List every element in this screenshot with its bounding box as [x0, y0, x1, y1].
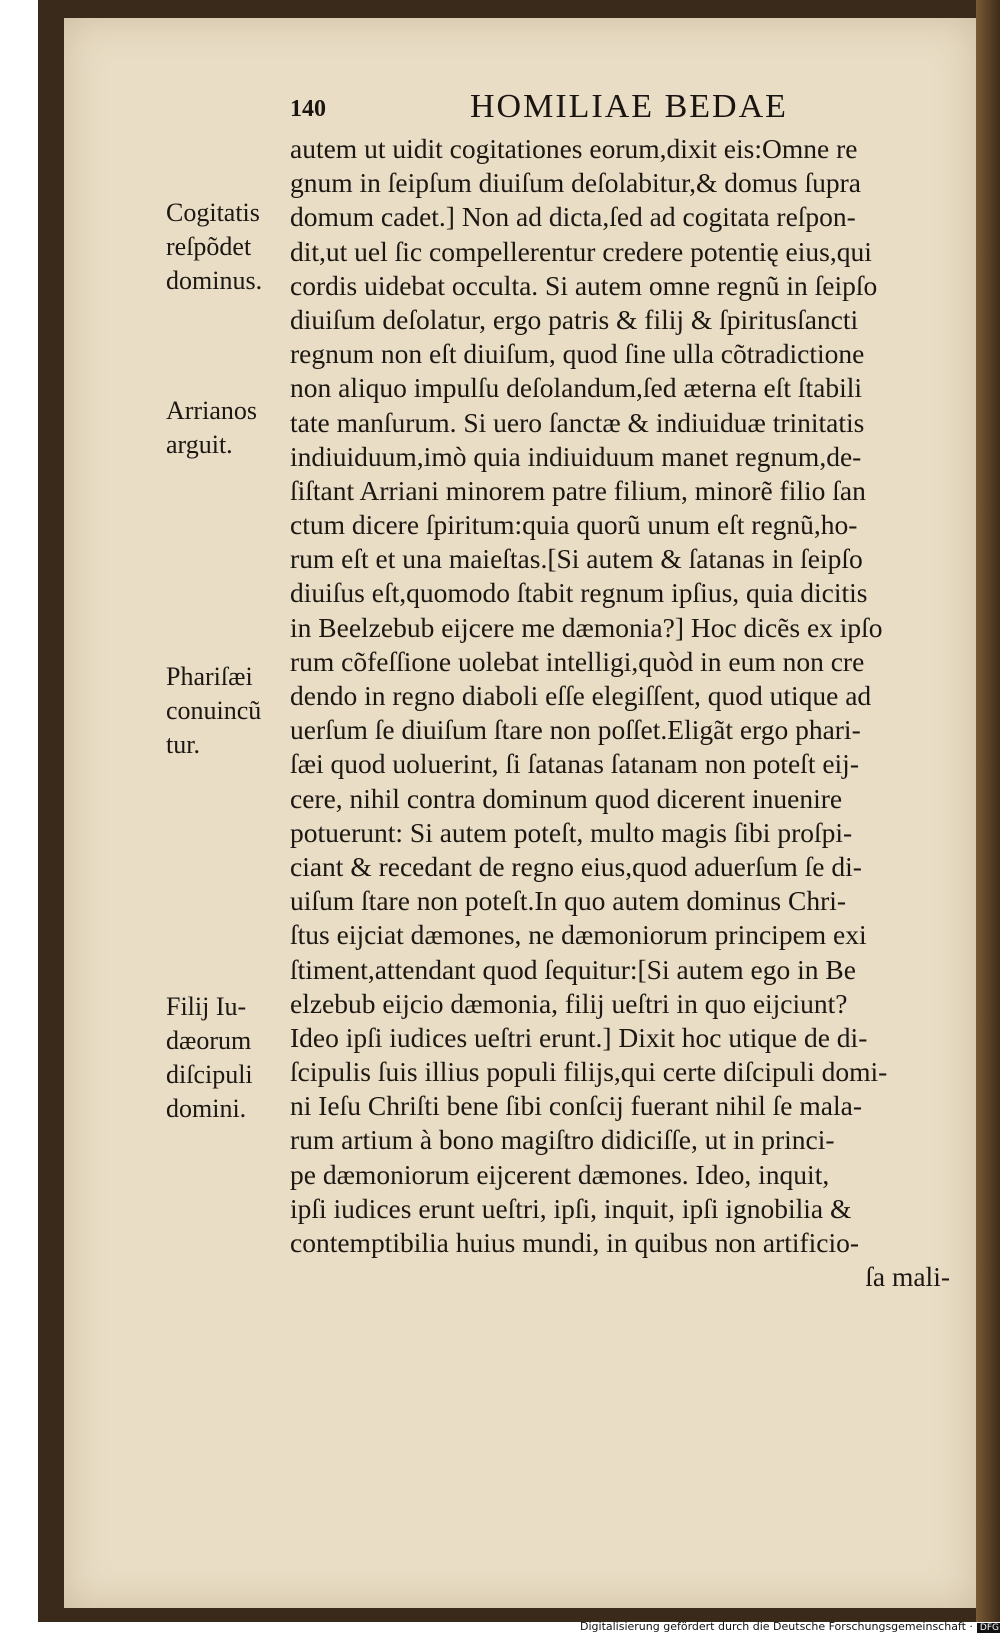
margin-note-arrianos	[166, 394, 284, 462]
margin-note-line: reſpõdet	[166, 232, 252, 261]
margin-note-line: Filij Iu-	[166, 992, 247, 1021]
text-line: ctum dicere ſpiritum:quia quorũ unum eſt regnũ,ho-	[290, 509, 858, 541]
margin-note-line: diſcipuli	[166, 1060, 253, 1089]
text-line: cere, nihil contra dominum quod dicerent inuenire	[290, 782, 843, 814]
text-line: ipſi iudices erunt ueſtri, ipſi, inquit, ipſi ignobilia &	[290, 1192, 852, 1224]
text-line: ſtus eijciat dæmones, ne dæmoniorum principem exi	[290, 919, 867, 951]
margin-note-line: conuincũ	[166, 696, 262, 725]
text-line: autem ut uidit cogitationes eorum,dixit eis:Omne re	[290, 133, 858, 164]
digitization-credit	[580, 1620, 1000, 1636]
margin-note-line: Phariſæi	[166, 662, 253, 691]
text-line: rum cõfeſſione uolebat intelligi,quòd in eum non cre	[290, 645, 865, 677]
text-line: diuiſus eſt,quomodo ſtabit regnum ipſius, quia dicitis	[290, 577, 868, 609]
text-line: Ideo ipſi iudices ueſtri erunt.] Dixit hoc utique de di-	[290, 1021, 868, 1053]
margin-note-line: dæorum	[166, 1026, 252, 1055]
margin-note-cogitatis	[166, 196, 284, 298]
text-line: ciant & recedant de regno eius,quod aduerſum ſe di-	[290, 850, 862, 882]
text-line: dit,ut uel ſic compellerentur credere potentię eius,qui	[290, 235, 872, 267]
margin-note-line: Arrianos	[166, 396, 257, 425]
text-line: contemptibilia huius mundi, in quibus non artificio-	[290, 1227, 860, 1258]
text-line: in Beelzebub eijcere me dæmonia?] Hoc dicẽs ex ipſo	[290, 611, 883, 643]
text-line: regnum non eſt diuiſum, quod ſine ulla cõtradictione	[290, 338, 865, 370]
text-line: indiuiduum,imò quia indiuiduum manet regnum,de-	[290, 440, 862, 472]
text-line: ſcipulis ſuis illius populi filijs,qui certe diſcipuli domi-	[290, 1056, 888, 1088]
body-text	[290, 132, 970, 1294]
text-line: elzebub eijcio dæmonia, filij ueſtri in quo eijciunt?	[290, 987, 848, 1019]
text-line: rum eſt et una maieſtas.[Si autem & ſatanas in ſeipſo	[290, 543, 863, 575]
running-title: HOMILIAE BEDAE	[470, 88, 788, 125]
margin-note-line: arguit.	[166, 430, 233, 459]
margin-note-line: tur.	[166, 730, 200, 759]
text-line: diuiſum deſolatur, ergo patris & filij & ſpiritusſancti	[290, 303, 859, 335]
text-line: gnum in ſeipſum diuiſum deſolabitur,& domus ſupra	[290, 167, 862, 199]
margin-note-line: dominus.	[166, 266, 263, 295]
credit-text: Digitalisierung gefördert durch die Deutsche Forschungsgemeinschaft ·	[580, 1620, 973, 1633]
margin-note-filij	[166, 990, 284, 1126]
catchword: ſa mali-	[865, 1261, 950, 1293]
margin-note-pharisaei	[166, 660, 284, 762]
text-line: pe dæmoniorum eijcerent dæmones. Ideo, inquit,	[290, 1158, 830, 1190]
page-header	[290, 88, 850, 132]
text-line: non aliquo impulſu deſolandum,ſed æterna eſt ſtabili	[290, 372, 863, 404]
text-line: ni Ieſu Chriſti bene ſibi conſcij fuerant nihil ſe mala-	[290, 1090, 862, 1122]
text-line: uiſum ſtare non poteſt.In quo autem dominus Chri-	[290, 885, 847, 917]
text-line: ſæi quod uoluerint, ſi ſatanas ſatanam non poteſt eij-	[290, 748, 859, 780]
text-line: rum artium à bono magiſtro didiciſſe, ut in princi-	[290, 1124, 835, 1156]
text-line: dendo in regno diaboli eſſe elegiſſent, quod utique ad	[290, 680, 872, 711]
text-line: tate manſurum. Si uero ſanctæ & indiuiduæ trinitatis	[290, 406, 865, 438]
margin-note-line: Cogitatis	[166, 198, 260, 227]
dfg-logo: DFG	[977, 1623, 1000, 1633]
text-line: uerſum ſe diuiſum ſtare non poſſet.Eligãt ergo phari-	[290, 714, 861, 746]
text-line: ſtiment,attendant quod ſequitur:[Si autem ego in Be	[290, 953, 856, 985]
page-number: 140	[290, 96, 326, 122]
text-line: ſiſtant Arriani minorem patre filium, minorẽ filio ſan	[290, 474, 866, 506]
text-line: cordis uidebat occulta. Si autem omne regnũ in ſeipſo	[290, 269, 878, 301]
text-line: domum cadet.] Non ad dicta,ſed ad cogitata reſpon-	[290, 201, 856, 233]
page-binding-edge	[976, 0, 1000, 1622]
margin-note-line: domini.	[166, 1094, 247, 1123]
text-line: potuerunt: Si autem poteſt, multo magis ſibi proſpi-	[290, 816, 853, 848]
